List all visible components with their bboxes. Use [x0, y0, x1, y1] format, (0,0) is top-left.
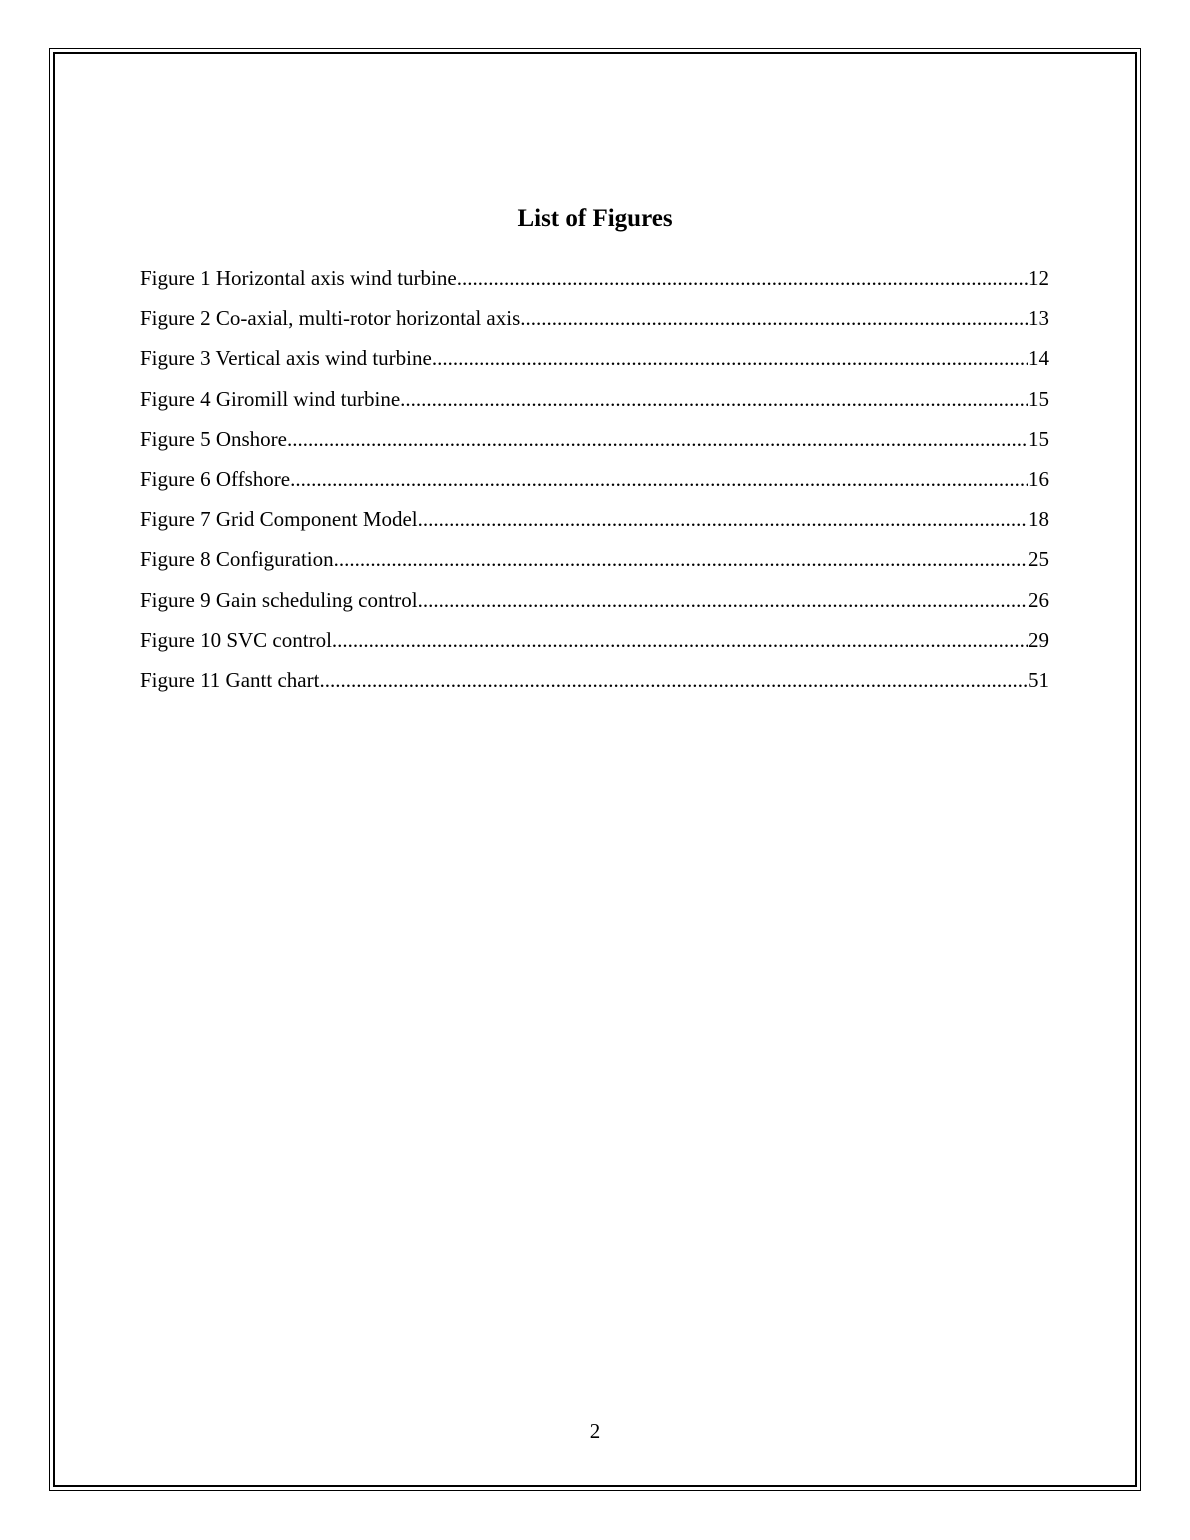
- figure-entry-label: Figure 4 Giromill wind turbine: [140, 386, 401, 411]
- figure-entry[interactable]: [140, 263, 1049, 303]
- figure-entry-label: Figure 7 Grid Component Model: [140, 507, 418, 532]
- dot-leader: [418, 585, 1028, 615]
- figure-entry[interactable]: [140, 585, 1049, 625]
- figure-entry-label: Figure 9 Gain scheduling control: [140, 587, 418, 612]
- figure-entry-page: 25: [1028, 547, 1049, 572]
- figure-entry-page: 26: [1028, 587, 1049, 612]
- dot-leader: [400, 384, 1028, 414]
- figure-entry[interactable]: [140, 464, 1049, 504]
- page-number: 2: [589, 1419, 601, 1443]
- figure-entry-label: Figure 2 Co-axial, multi-rotor horizontal axis: [140, 306, 521, 331]
- figure-entry[interactable]: [140, 544, 1049, 584]
- dot-leader: [334, 544, 1028, 574]
- figure-entry-page: 29: [1028, 627, 1049, 652]
- figure-list: [140, 263, 1049, 705]
- page-title: List of Figures: [517, 205, 673, 232]
- dot-leader: [520, 303, 1028, 333]
- dot-leader: [457, 263, 1028, 293]
- figure-entry-page: 13: [1028, 306, 1049, 331]
- figure-entry-label: Figure 11 Gantt chart: [140, 667, 320, 692]
- dot-leader: [418, 504, 1028, 534]
- figure-entry-page: 14: [1028, 346, 1049, 371]
- dot-leader: [332, 625, 1028, 655]
- figure-entry-page: 15: [1028, 386, 1049, 411]
- figure-entry[interactable]: [140, 384, 1049, 424]
- figure-entry-label: Figure 10 SVC control: [140, 627, 332, 652]
- figure-entry[interactable]: [140, 424, 1049, 464]
- figure-entry[interactable]: [140, 343, 1049, 383]
- figure-entry[interactable]: [140, 504, 1049, 544]
- figure-entry-page: 16: [1028, 466, 1049, 491]
- figure-entry-page: 51: [1028, 667, 1049, 692]
- figure-entry[interactable]: [140, 625, 1049, 665]
- figure-entry-page: 12: [1028, 266, 1049, 290]
- figure-entry-label: Figure 3 Vertical axis wind turbine: [140, 346, 432, 371]
- figure-entry-label: Figure 5 Onshore: [140, 426, 287, 451]
- figure-entry-label: Figure 6 Offshore: [140, 466, 291, 491]
- dot-leader: [319, 665, 1028, 695]
- dot-leader: [287, 424, 1028, 454]
- figure-entry-page: 18: [1028, 507, 1049, 532]
- figure-entry-label: Figure 8 Configuration: [140, 547, 334, 572]
- dot-leader: [290, 464, 1028, 494]
- figure-entry-page: 15: [1028, 426, 1049, 451]
- dot-leader: [432, 343, 1028, 373]
- figure-entry[interactable]: [140, 303, 1049, 343]
- figure-entry[interactable]: [140, 665, 1049, 705]
- figure-entry-label: Figure 1 Horizontal axis wind turbine: [140, 266, 457, 290]
